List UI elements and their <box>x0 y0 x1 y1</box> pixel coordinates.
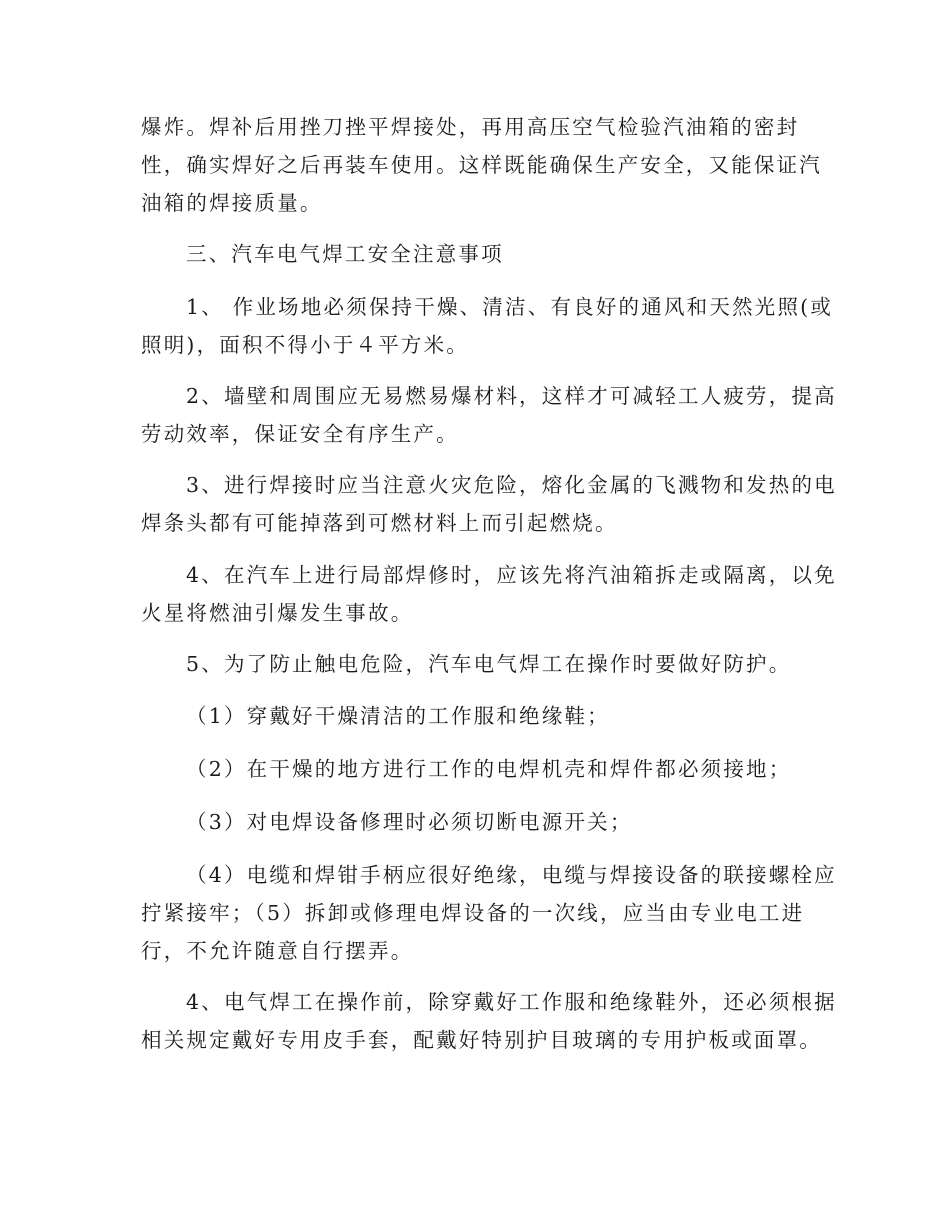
text-line: （2）在干燥的地方进行工作的电焊机壳和焊件都必须接地； <box>186 757 792 781</box>
text-line: 4、电气焊工在操作前，除穿戴好工作服和绝缘鞋外，还必须根据 <box>186 990 837 1014</box>
text-line: 4、在汽车上进行局部焊修时，应该先将汽油箱拆走或隔离，以免 <box>186 563 837 587</box>
text-line: 1、 作业场地必须保持干燥、清洁、有良好的通风和天然光照(或 <box>186 295 834 319</box>
text-line: 火星将燃油引爆发生事故。 <box>141 601 414 625</box>
text-line: 性，确实焊好之后再装车使用。这样既能确保生产安全，又能保证汽 <box>141 153 822 177</box>
paragraph-sub-3 <box>141 803 811 841</box>
paragraph-sub-4-5 <box>141 856 837 970</box>
text-line: 劳动效率，保证安全有序生产。 <box>141 422 459 446</box>
section-heading-text: 三、汽车电气焊工安全注意事项 <box>186 242 504 266</box>
paragraph-item-3 <box>141 466 837 542</box>
text-line: 5、为了防止触电危险，汽车电气焊工在操作时要做好防护。 <box>186 652 792 676</box>
paragraph-item-4-ppe <box>141 983 837 1059</box>
text-line: （3）对电焊设备修理时必须切断电源开关； <box>186 810 633 834</box>
text-line: 油箱的焊接质量。 <box>141 191 323 215</box>
text-line: （1）穿戴好干燥清洁的工作服和绝缘鞋； <box>186 704 610 728</box>
paragraph-item-1 <box>141 288 834 364</box>
text-line: 爆炸。焊补后用挫刀挫平焊接处，再用高压空气检验汽油箱的密封 <box>141 115 800 139</box>
text-line: （4）电缆和焊钳手柄应很好绝缘，电缆与焊接设备的联接螺栓应 <box>186 863 837 887</box>
paragraph-sub-2 <box>141 750 811 788</box>
text-line: 2、墙壁和周围应无易燃易爆材料，这样才可减轻工人疲劳，提高 <box>186 384 837 408</box>
paragraph-item-4 <box>141 556 837 632</box>
text-line: 焊条头都有可能掉落到可燃材料上而引起燃烧。 <box>141 511 618 535</box>
paragraph-welding-repair <box>141 108 822 222</box>
text-line: 照明)，面积不得小于４平方米。 <box>141 333 469 357</box>
text-line: 相关规定戴好专用皮手套，配戴好特别护目玻璃的专用护板或面罩。 <box>141 1028 822 1052</box>
paragraph-item-5 <box>141 645 811 683</box>
text-line: 3、进行焊接时应当注意火灾危险，熔化金属的飞溅物和发热的电 <box>186 473 837 497</box>
text-line: 行，不允许随意自行摆弄。 <box>141 939 414 963</box>
paragraph-sub-1 <box>141 697 811 735</box>
paragraph-item-2 <box>141 377 837 453</box>
section-heading <box>186 235 856 273</box>
text-line: 拧紧接牢；（5）拆卸或修理电焊设备的一次线，应当由专业电工进 <box>141 901 805 925</box>
